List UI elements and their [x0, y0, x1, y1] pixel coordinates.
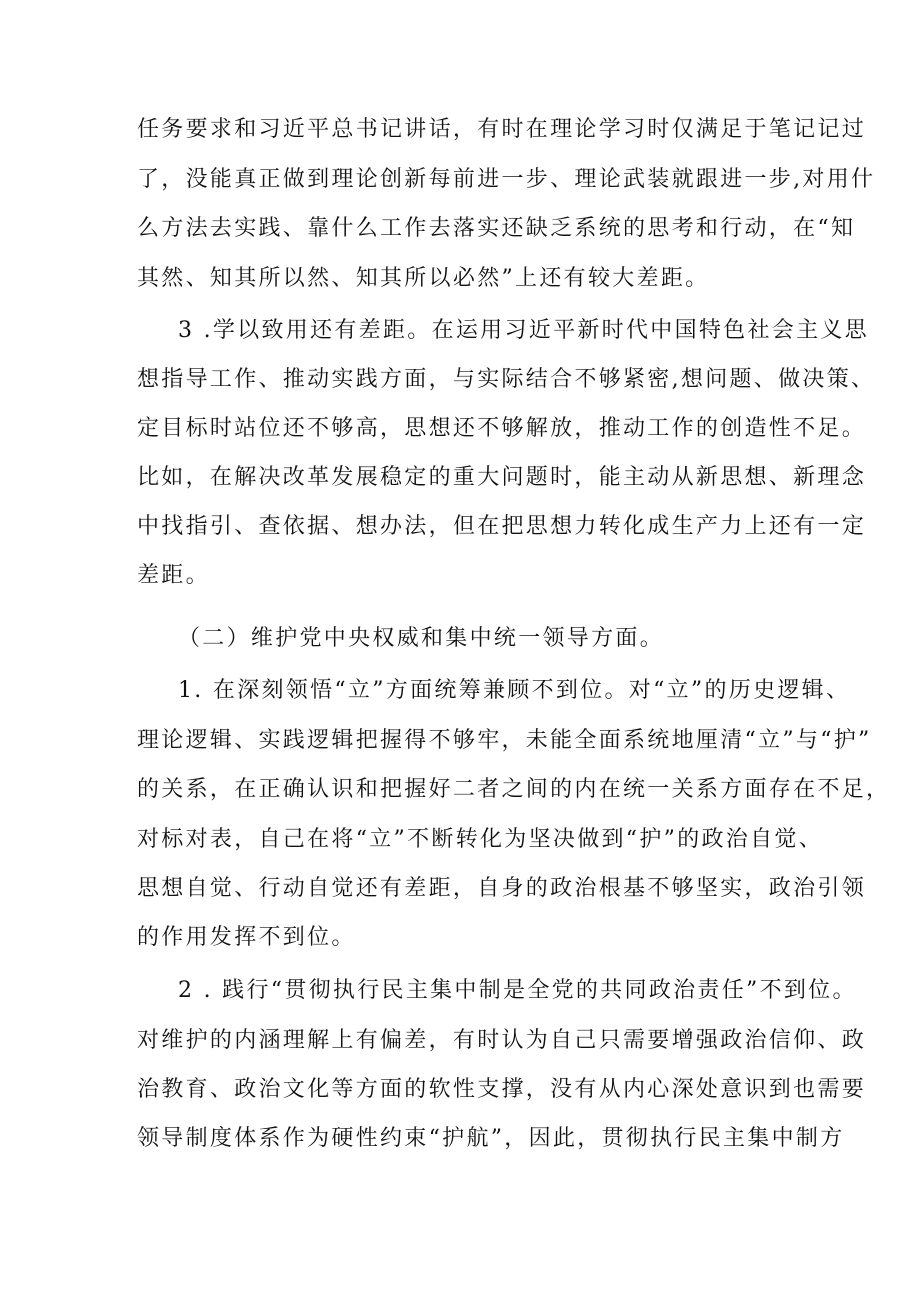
paragraph-line: 其然、知其所以然、知其所以必然”上还有较大差距。 — [137, 266, 710, 291]
paragraph-line: 理论逻辑、实践逻辑把握得不够牢，未能全面系统地厘清“立”与“护” — [137, 728, 872, 753]
paragraph-line: 差距。 — [137, 563, 210, 588]
paragraph-line: 任务要求和习近平总书记讲话，有时在理论学习时仅满足于笔记记过 — [137, 117, 867, 142]
paragraph-line: 的作用发挥不到位。 — [137, 925, 356, 950]
paragraph-line: 中找指引、查依据、想办法，但在把思想力转化成生产力上还有一定 — [137, 514, 867, 539]
paragraph-line: 1. 在深刻领悟“立”方面统筹兼顾不到位。对“立”的历史逻辑、 — [178, 678, 851, 703]
paragraph-line: 对维护的内涵理解上有偏差，有时认为自己只需要增强政治信仰、政 — [137, 1028, 867, 1053]
paragraph-line: 3 .学以致用还有差距。在运用习近平新时代中国特色社会主义思 — [178, 318, 869, 343]
paragraph-line: 么方法去实践、靠什么工作去落实还缺乏系统的思考和行动，在“知 — [137, 216, 856, 241]
paragraph-line: 的关系，在正确认识和把握好二者之间的内在统一关系方面存在不足， — [137, 777, 891, 802]
paragraph-line: 定目标时站位还不够高，思想还不够解放，推动工作的创造性不足。 — [137, 416, 867, 441]
paragraph-line: 2 . 践行“贯彻执行民主集中制是全党的共同政治责任”不到位。 — [178, 978, 857, 1003]
paragraph-line: 领导制度体系作为硬性约束“护航”，因此，贯彻执行民主集中制方 — [137, 1126, 845, 1151]
paragraph-line: 对标对表，自己在将“立”不断转化为坚决做到“护”的政治自觉、 — [137, 827, 823, 852]
section-heading: （二）维护党中央权威和集中统一领导方面。 — [178, 626, 665, 651]
paragraph-line: 思想自觉、行动自觉还有差距，自身的政治根基不够坚实，政治引领 — [137, 876, 867, 901]
paragraph-line: 比如，在解决改革发展稳定的重大问题时，能主动从新思想、新理念 — [137, 465, 867, 490]
paragraph-line: 了，没能真正做到理论创新每前进一步、理论武装就跟进一步,对用什 — [137, 167, 876, 192]
paragraph-line: 治教育、政治文化等方面的软性支撑，没有从内心深处意识到也需要 — [137, 1077, 867, 1102]
paragraph-line: 想指导工作、推动实践方面，与实际结合不够紧密,想问题、做决策、 — [137, 367, 876, 392]
